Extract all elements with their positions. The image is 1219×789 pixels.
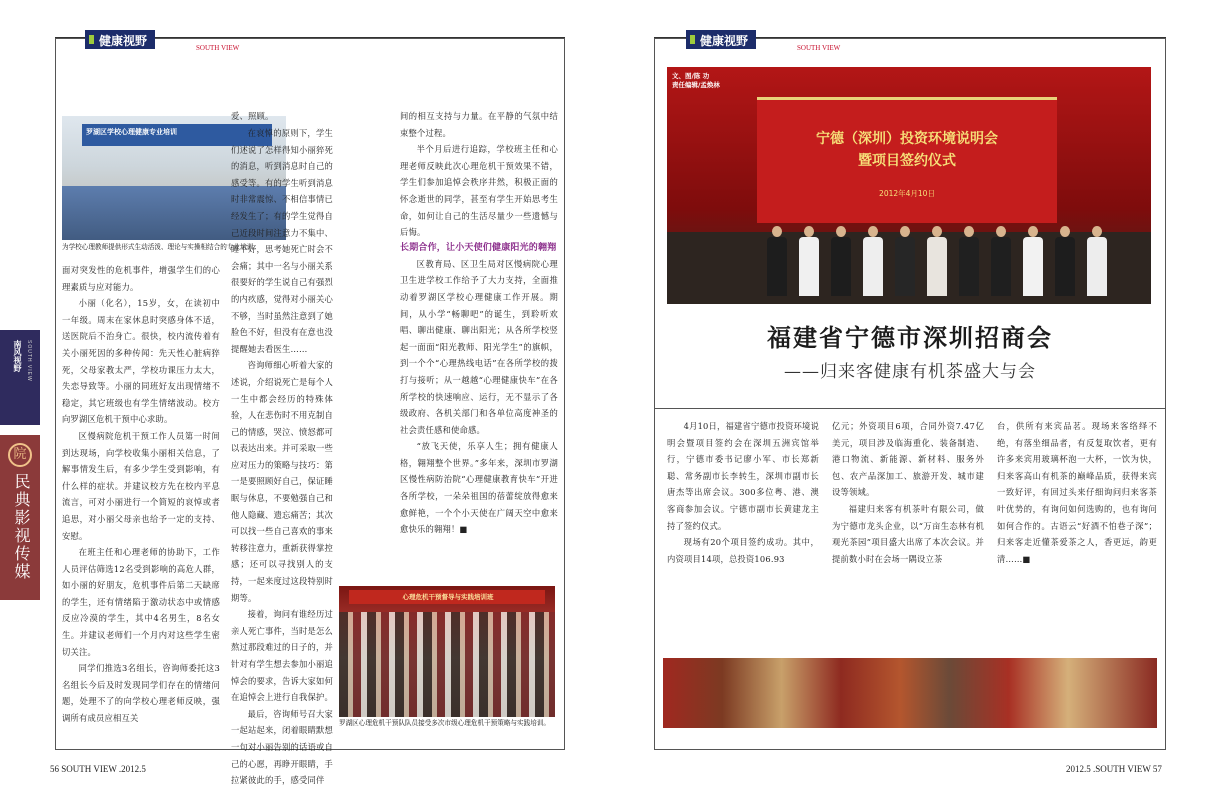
ceremony-banner-date: 2012年4月10日 — [879, 189, 935, 198]
paragraph: 接着，询问有谁经历过亲人死亡事件，当时是怎么熬过那段难过的日子的，并针对有学生想去参加小丽追悼会的要求，告诉大家如何在追悼会上进行自我保护。 — [231, 609, 333, 703]
ceremony-banner-line2: 暨项目签约仪式 — [858, 153, 956, 169]
paragraph: 间的相互支持与力量。在平静的气氛中结束整个过程。 — [400, 111, 558, 138]
right-folio: 2012.5 .SOUTH VIEW 57 — [1066, 764, 1162, 774]
right-column-1 — [667, 418, 819, 654]
attendee — [799, 226, 819, 296]
group-photo — [339, 586, 555, 717]
title-rule — [655, 408, 1165, 409]
attendee — [1055, 226, 1075, 296]
training-caption: 为学校心理教师提供形式生动活泼、理论与实操相结合的专业培训。 — [62, 243, 260, 251]
side-strip — [0, 330, 40, 600]
article-title: 福建省宁德市深圳招商会 — [767, 324, 1053, 352]
left-section-en: SOUTH VIEW — [196, 44, 240, 52]
paragraph: 福建归来客有机茶叶有限公司，做为宁德市龙头企业，以“万亩生态林有机观光茶园”项目盛大出席了本次会议。并提前数小时在会场一隅设立茶 — [832, 503, 984, 564]
ceremony-photo — [667, 67, 1151, 304]
paragraph: “放飞天使，乐享人生；拥有健康人格，翱翔整个世界。”多年来，深圳市罗湖区慢性病防治院“心理健康教育快车”开进各所学校，一朵朵祖国的蓓蕾绽放得愈来愈鲜艳，一个个小天使在广阔天空中愈来愈快乐的翱翔！■ — [400, 441, 558, 535]
paragraph: 小丽（化名），15岁，女，在读初中一年级。周末在家休息时突感身体不适，送医院后不治身亡。很快，校内流传着有关小丽死因的多种传闻：先天性心脏病猝死，父母家教太严，学校功课压力太大，失恋导致等。小丽的同班好友出现情绪不稳定，其它班级也有学生情绪波动。校方向罗湖区危机干预中心求助。 — [62, 298, 220, 425]
side-brand: 南风视野 — [13, 340, 22, 372]
paragraph: 现场有20个项目签约成功。其中，内资项目14项，总投资106.93 — [667, 537, 819, 564]
paragraph: 爱、照顾。 — [231, 111, 274, 121]
right-section-en: SOUTH VIEW — [797, 44, 841, 52]
paragraph: 面对突发性的危机事件，增强学生们的心理素质与应对能力。 — [62, 265, 220, 292]
paragraph: 区慢病院危机干预工作人员第一时间到达现场，向学校收集小丽相关信息，了解事情发生后，有多少学生受到影响，有什么样的症状。并建议校方先在校内平息流言，可对小丽进行一个简短的哀悼或者追思，对小丽父母亲也给予一定的支持、安慰。 — [62, 430, 220, 541]
ceremony-banner — [757, 97, 1057, 223]
tea-event-photo-strip — [663, 658, 1157, 728]
attendee — [895, 226, 915, 296]
group-caption: 罗湖区心理危机干预队队员接受多次市级心理危机干预策略与实践培训。 — [339, 719, 550, 727]
left-column-2 — [231, 125, 333, 786]
paragraph: 台，供所有来宾品茗。现场来客络绎不绝，有落坐细品者，有反复取饮者，更有许多来宾用玻璃杯泡一大杯，一饮为快，归来客高山有机茶的巅峰品质，获得来宾一致好评，有回过头来仔细询问归来客茶叶优势的，有询问如何选购的，也有询问如何合作的。古语云“好酒不怕巷子深”；归来客走近懂茶爱茶之人，香更远，韵更清……■ — [997, 421, 1157, 564]
paragraph: 亿元；外资项目6项，合同外资7.47亿美元，项目涉及临海重化、装备制造、港口物流、新能源、新材料、服务外包、农产品深加工、旅游开发、城市建设等领域。 — [832, 421, 984, 498]
paragraph: 同学们推选3名组长，咨询师委托这3名组长今后及时发现同学们存在的情绪问题，处理不了的向学校心理老师反映，强调所有成员应相互关 — [62, 663, 220, 724]
right-column-2 — [832, 418, 984, 654]
paragraph: 最后，咨询师号召大家一起站起来，闭着眼睛默想一句对小丽告别的话语或自己的心愿，再睁开眼睛，手拉紧彼此的手，感受同伴 — [231, 708, 333, 786]
group-people — [339, 612, 555, 717]
left-section-tab: 健康视野 — [85, 30, 155, 49]
right-section-tab: 健康视野 — [686, 30, 756, 49]
attendee — [831, 226, 851, 296]
attendee — [927, 226, 947, 296]
side-ad-block — [0, 435, 40, 600]
attendee — [767, 226, 787, 296]
paragraph: 在哀悼的原则下，学生们述说了怎样得知小丽猝死的消息，听到消息时自己的感受等。有的学生听到消息时非常震惊、不相信事情已经发生了；有的学生觉得自己近段时间注意力不集中、睡不好，思考她死亡时会不会痛；其中一名与小丽关系很要好的学生说自己有强烈的内疚感，觉得对小丽关心不够，当时虽然注意到了她脸色不好，但没有在意也没提醒她去看医生…… — [231, 128, 333, 354]
paragraph: 4月10日，福建省宁德市投资环境说明会暨项目签约会在深圳五洲宾馆举行，宁德市委书记廖小军、市长郑新聪、常务副市长李转生，深圳市副市长唐杰等出席会议。300多位粤、港、澳客商参加会议。宁德市副市长黄建龙主持了签约仪式。 — [667, 421, 819, 531]
credit-editor: 责任编辑/孟焕林 — [672, 81, 720, 89]
attendee — [1023, 226, 1043, 296]
side-brand-block — [0, 330, 40, 425]
paragraph: 在班主任和心理老师的协助下，工作人员评估筛选12名受到影响的高危人群，如小丽的好朋友，危机事件后第二天缺席的学生，还有情绪陷于激动状态中或情感反应冷漠的学生，其中4名男生，8名女生。并建议老师们一个月内对这些学生密切关注。 — [62, 547, 220, 657]
side-logo: 院 — [8, 443, 32, 467]
attendee — [959, 226, 979, 296]
side-brand-en: SOUTH VIEW — [26, 340, 32, 382]
paragraph: 半个月后进行追踪，学校班主任和心理老师反映此次心理危机干预效果不错，学生们参加追悼会秩序井然，积极正面的怀念逝世的同学，甚至有学生开始思考生命，如何让自己的生活尽量少一些遗憾与后悔。 — [400, 144, 558, 238]
left-column-3 — [400, 108, 558, 578]
group-banner-text: 心理危机干预督导与实践培训班 — [402, 593, 494, 601]
side-company-name: 民典影视传媒 — [12, 473, 31, 581]
paragraph: 咨询师细心听着大家的述说，介绍说死亡是每个人一生中都会经历的特殊体验，人在悲伤时不用克制自己的情感，哭泣、愤怒都可以表达出来。并可采取一些应对压力的策略与技巧：第一是要照顾好自己，保证睡眠与休息，不要勉强自己和他人隐藏、遗忘痛苦；其次可以找一些自己喜欢的事来转移注意力，重新获得掌控感；还可以寻找别人的支持，一起来度过这段特别时期等。 — [231, 360, 333, 603]
article-subtitle: ——归来客健康有机茶盛大与会 — [784, 362, 1036, 382]
section-subhead: 长期合作，让小天使们健康阳光的翱翔 — [400, 242, 557, 253]
credit-author: 文、图/陈 功 — [672, 72, 710, 80]
training-banner-text: 罗湖区学校心理健康专业培训 — [86, 128, 177, 136]
attendee — [863, 226, 883, 296]
right-column-3 — [997, 418, 1157, 654]
article-credit — [672, 72, 720, 90]
ceremony-banner-line1: 宁德（深圳）投资环境说明会 — [816, 131, 998, 147]
attendee — [991, 226, 1011, 296]
left-folio: 56 SOUTH VIEW .2012.5 — [50, 764, 146, 774]
paragraph: 区教育局、区卫生局对区慢病院心理卫生进学校工作给予了大力支持，全面推动着罗湖区学校心理健康工作开展。期间，从小学“畅聊吧”的诞生，到聆听欢唱、聊出健康、聊出阳光；从各所学校竖起一面面“阳光教师、阳光学生”的旗帜，到一个个“心理热线电话”在各所学校的拨打与接听；从一越越“心理健康快车”在各所学校的快速响应、运行，无不显示了各级政府、各机关部门和各单位高度神圣的社会责任感和使命感。 — [400, 258, 558, 435]
left-column-1 — [62, 262, 220, 750]
attendee — [1087, 226, 1107, 296]
